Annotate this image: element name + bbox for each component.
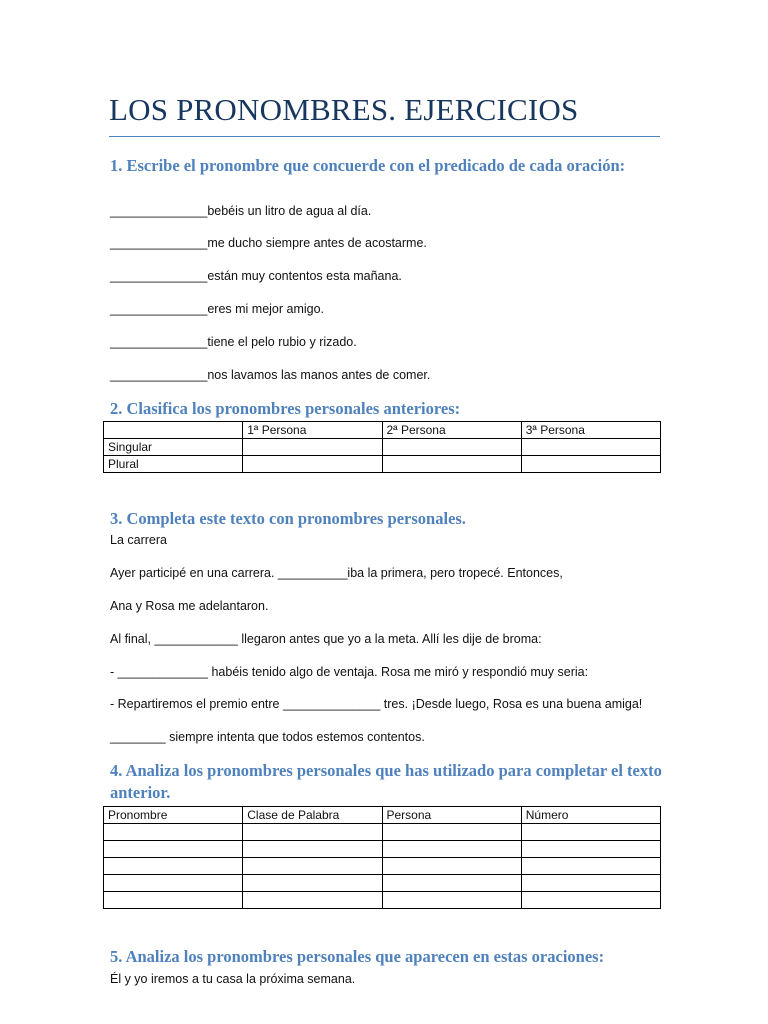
table-cell [243,875,382,892]
table-header-cell [104,422,243,439]
table-cell [243,456,382,473]
table-cell [382,858,521,875]
table-cell [243,439,382,456]
exercise-1-line: ______________bebéis un litro de agua al día. [110,204,372,218]
exercise-1-line: ______________me ducho siempre antes de acostarme. [110,236,427,250]
table-cell [382,456,521,473]
table-row-label: Singular [104,439,243,456]
table-row [104,875,661,892]
exercise-5-heading: 5. Analiza los pronombres personales que aparecen en estas oraciones: [110,947,605,966]
table-cell [382,875,521,892]
table-cell [243,858,382,875]
table-cell [243,892,382,909]
table-row [104,841,661,858]
table-header-cell: Pronombre [104,807,243,824]
exercise-3-line: - Repartiremos el premio entre ______________ tres. ¡Desde luego, Rosa es una buena amiga! [110,697,643,711]
table-cell [382,439,521,456]
table-cell [521,439,660,456]
exercise-3-line: - _____________ habéis tenido algo de ventaja. Rosa me miró y respondió muy seria: [110,665,589,679]
table-cell [521,824,660,841]
table-cell [521,875,660,892]
table-cell [104,824,243,841]
table-row [104,439,661,456]
exercise-1-line: ______________nos lavamos las manos antes de comer. [110,368,431,382]
table-cell [521,456,660,473]
exercise-1-line: ______________están muy contentos esta mañana. [110,269,402,283]
table-cell [104,858,243,875]
table-cell [243,824,382,841]
table-header-cell: 2ª Persona [382,422,521,439]
page-title: LOS PRONOMBRES. EJERCICIOS [109,92,579,127]
person-classification-table [103,421,661,473]
table-row [104,892,661,909]
table-header-cell: 1ª Persona [243,422,382,439]
exercise-1-line: ______________tiene el pelo rubio y rizado. [110,335,357,349]
table-row-label: Plural [104,456,243,473]
exercise-1-line: ______________eres mi mejor amigo. [110,302,325,316]
table-cell [104,892,243,909]
exercise-3-line: ________ siempre intenta que todos estemos contentos. [110,730,425,744]
table-cell [521,858,660,875]
table-row [104,858,661,875]
title-underline [109,136,660,137]
text-subtitle: La carrera [110,533,167,547]
table-cell [104,841,243,858]
exercise-3-line: Al final, ____________ llegaron antes que yo a la meta. Allí les dije de broma: [110,632,542,646]
exercise-1-heading: 1. Escribe el pronombre que concuerde con el predicado de cada oración: [110,156,626,175]
table-cell [382,841,521,858]
table-cell [521,892,660,909]
table-header-cell: 3ª Persona [521,422,660,439]
exercise-4-heading: 4. Analiza los pronombres personales que has utilizado para completar el texto anterior. [110,761,662,802]
table-cell [382,824,521,841]
table-header-cell: Clase de Palabra [243,807,382,824]
table-row [104,824,661,841]
table-row [104,456,661,473]
exercise-3-heading: 3. Completa este texto con pronombres personales. [110,509,466,528]
table-header-row [104,422,661,439]
exercise-2-heading: 2. Clasifica los pronombres personales anteriores: [110,399,461,418]
table-header-cell: Persona [382,807,521,824]
exercise-5-line: Él y yo iremos a tu casa la próxima semana. [110,972,356,986]
exercise-3-line: Ayer participé en una carrera. __________iba la primera, pero tropecé. Entonces, [110,566,563,580]
exercise-3-line: Ana y Rosa me adelantaron. [110,599,269,613]
table-cell [243,841,382,858]
table-cell [104,875,243,892]
table-cell [521,841,660,858]
table-cell [382,892,521,909]
pronoun-analysis-table [103,806,661,909]
table-header-row [104,807,661,824]
table-header-cell: Número [521,807,660,824]
